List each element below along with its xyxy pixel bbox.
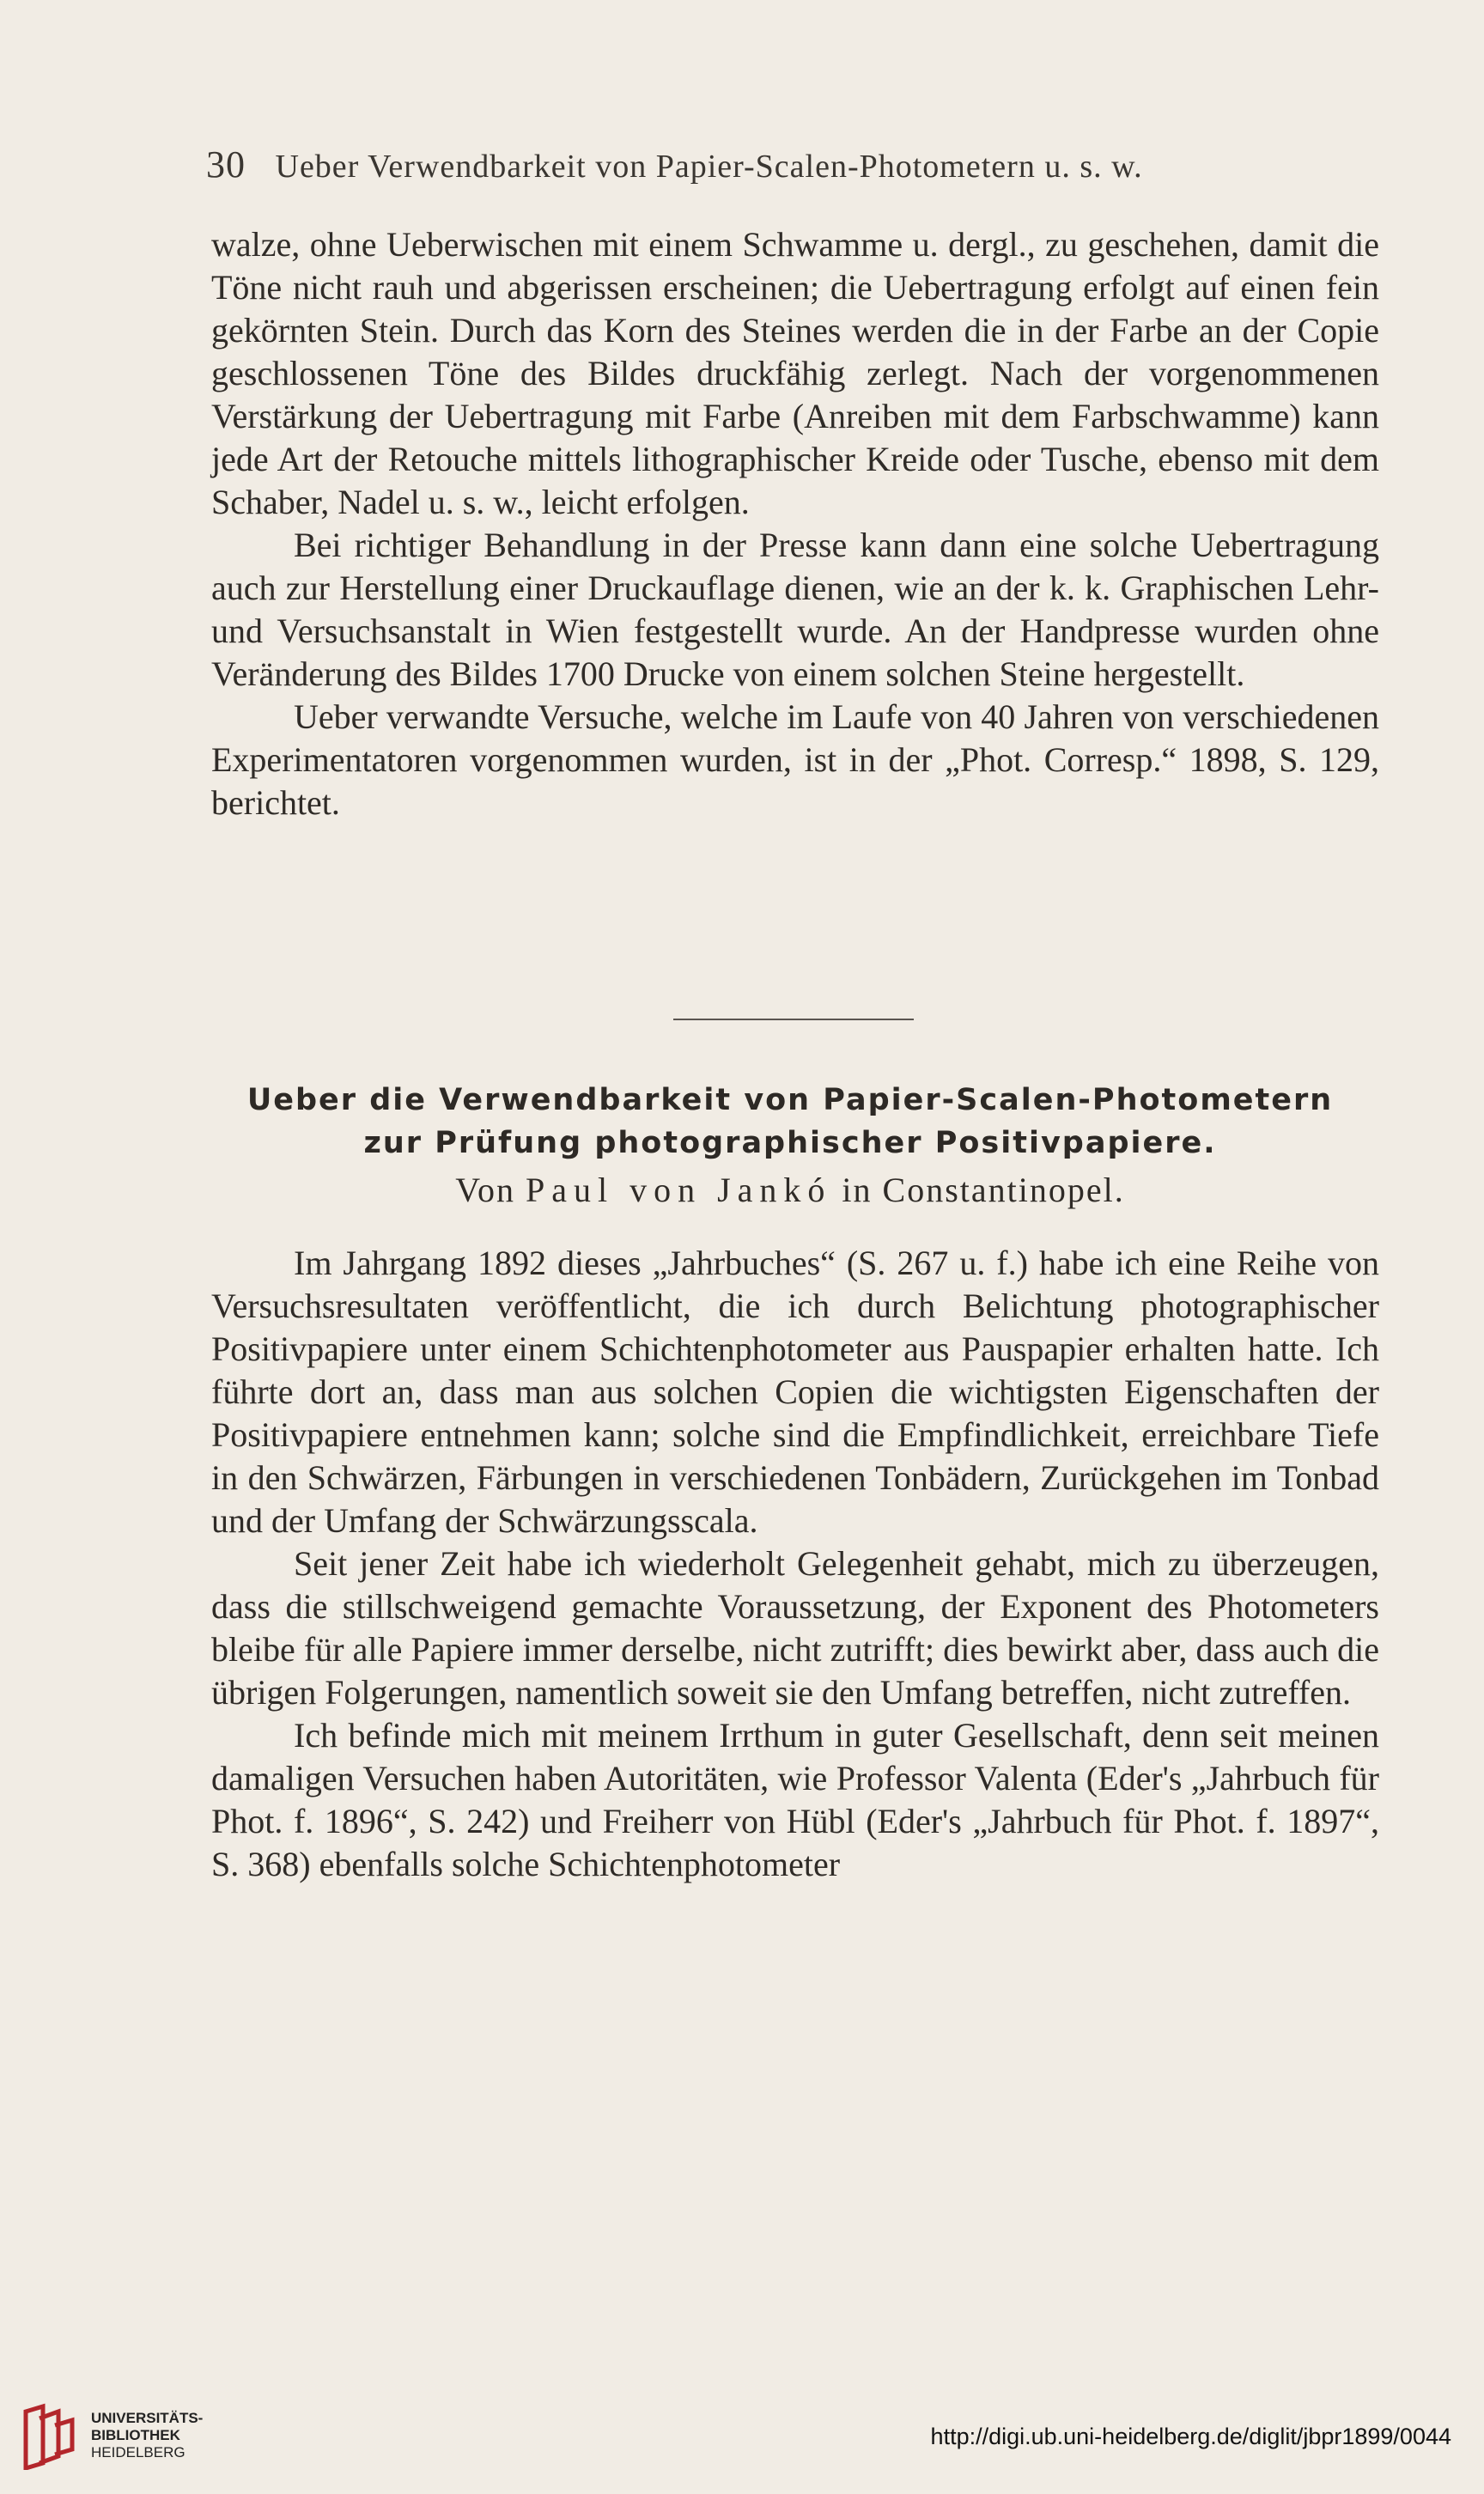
library-logo-icon xyxy=(21,2403,77,2470)
author-name: Paul von Jankó xyxy=(525,1171,832,1209)
library-logo-text xyxy=(91,2410,203,2461)
source-url[interactable]: http://digi.ub.uni-heidelberg.de/diglit/jbpr1899/0044 xyxy=(930,2424,1451,2449)
paragraph: Ueber verwandte Versuche, welche im Laufe von 40 Jahren von verschiedenen Experimentatoren vorgenommen wurden, ist in der „Phot. Corresp.“ 1898, S. 129, berichtet. xyxy=(211,697,1379,822)
paragraph: Seit jener Zeit habe ich wiederholt Gelegenheit gehabt, mich zu überzeugen, dass die stillschweigend gemachte Voraussetzung, der Exponent des Photometers bleibe für alle Papiere immer derselbe, nicht zutrifft; dies bewirkt aber, dass auch die übrigen Folgerungen, namentlich soweit sie den Umfang betreffen, nicht zutreffen. xyxy=(211,1544,1379,1712)
logo-line: UNIVERSITÄTS- xyxy=(91,2410,204,2426)
running-header xyxy=(206,143,1374,186)
article-title xyxy=(206,1079,1374,1165)
paragraph: Ich befinde mich mit meinem Irrthum in guter Gesellschaft, denn seit meinen damaligen Versuchen haben Autoritäten, wie Professor Valenta (Eder's „Jahrbuch für Phot. f. 1896“, S. 242) und Freiherr von Hübl (Eder's „Jahrbuch für Phot. f. 1897“, S. 368) ebenfalls solche Schichtenphotometer xyxy=(211,1716,1379,1883)
library-logo xyxy=(21,2403,204,2480)
paragraph: walze, ohne Ueberwischen mit einem Schwamme u. dergl., zu geschehen, damit die Töne nicht rauh und abgerissen erscheinen; die Uebertragung erfolgt auf einen fein gekörnten Stein. Durch das Korn des Steines werden die in der Farbe an der Copie geschlossenen Töne des Bildes druckfähig zerlegt. Nach der vorgenommenen Verstärkung der Uebertragung mit Farbe (Anreiben mit dem Farbschwamme) kann jede Art der Retouche mittels lithographischer Kreide oder Tusche, ebenso mit dem Schaber, Nadel u. s. w., leicht erfolgen. xyxy=(211,225,1379,521)
byline-prefix: Von xyxy=(455,1171,515,1209)
section-divider xyxy=(673,1019,914,1020)
paragraph: Bei richtiger Behandlung in der Presse kann dann eine solche Uebertragung auch zur Herstellung einer Druckauflage dienen, wie an der k. k. Graphischen Lehr- und Versuchsanstalt in Wien festgestellt wurde. An der Handpresse wurden ohne Veränderung des Bildes 1700 Drucke von einem solchen Steine hergestellt. xyxy=(211,526,1379,693)
article-body xyxy=(211,1242,1379,1886)
page-number: 30 xyxy=(206,143,246,186)
byline xyxy=(206,1170,1374,1210)
article-title-line: Ueber die Verwendbarkeit von Papier-Scalen-Photometern xyxy=(246,1083,1334,1117)
logo-line: HEIDELBERG xyxy=(91,2444,186,2461)
running-title: Ueber Verwendbarkeit von Papier-Scalen-Photometern u. s. w. xyxy=(275,149,1143,185)
article-title-line: zur Prüfung photographischer Positivpapiere. xyxy=(363,1126,1217,1160)
byline-suffix: in Constantinopel. xyxy=(842,1171,1125,1209)
paragraph: Im Jahrgang 1892 dieses „Jahrbuches“ (S. 267 u. f.) habe ich eine Reihe von Versuchsresultaten veröffentlicht, die ich durch Belichtung photographischer Positivpapiere unter einem Schichtenphotometer aus Pauspapier erhalten hatte. Ich führte dort an, dass man aus solchen Copien die wichtigsten Eigenschaften der Positivpapiere entnehmen kann; solche sind die Empfindlichkeit, erreichbare Tiefe in den Schwärzen, Färbungen in verschiedenen Tonbädern, Zurückgehen im Tonbad und der Umfang der Schwärzungsscala. xyxy=(211,1244,1379,1540)
logo-line: BIBLIOTHEK xyxy=(91,2427,180,2443)
continued-text xyxy=(211,223,1379,824)
